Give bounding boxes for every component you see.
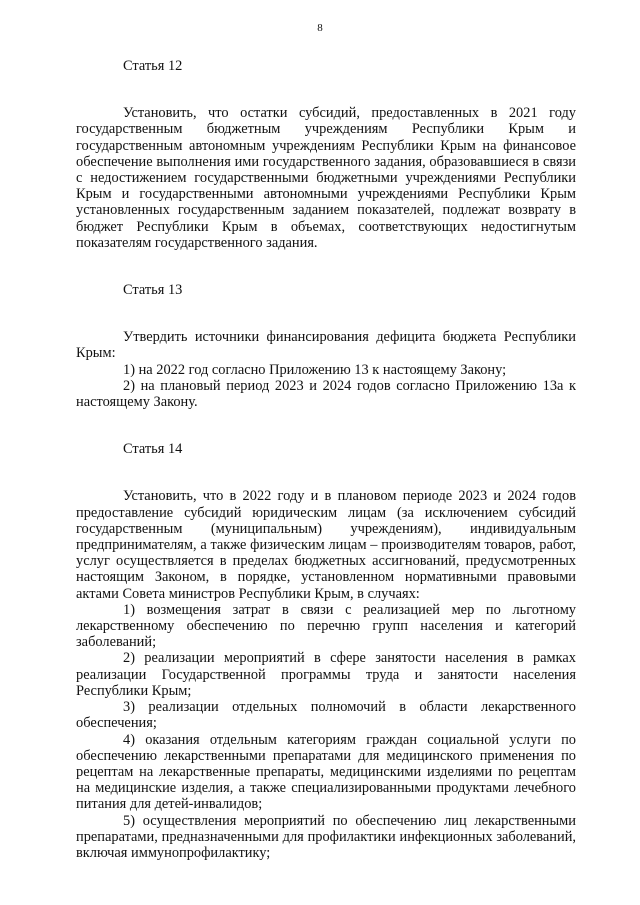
article-heading: Статья 12 xyxy=(123,58,183,74)
list-item: 2) реализации мероприятий в сфере занятости населения в рамках реализации Государственной программы труда и занятости населения Республики Крым; xyxy=(76,650,576,699)
paragraph: Установить, что остатки субсидий, предоставленных в 2021 году государственным бюджетным учреждениям Республики Крым и государственным автономным учреждениям Республики Крым на финансовое обеспечение выполнения ими государственного задания, образовавшиеся в связи с недостижением государственными бюджетными учреждениями Республики Крым и государственными автономными учреждениями Республики Крым установленных государственным заданием показателей, подлежат возврату в бюджет Республики Крым в объемах, соответствующих недостигнутым показателям государственного задания. xyxy=(76,105,576,251)
list-item: 1) на 2022 год согласно Приложению 13 к настоящему Закону; xyxy=(123,361,507,378)
page-number: 8 xyxy=(317,22,323,34)
section-spacer xyxy=(76,251,576,282)
list-item: 4) оказания отдельным категориям граждан социальной услуги по обеспечению лекарственными препаратами для медицинского применения по рецептам на лекарственные препараты, медицинскими изделиями по рецептам на медицинские изделия, а также специализированными продуктами лечебного питания для детей-инвалидов; xyxy=(76,731,576,813)
document-body xyxy=(76,58,576,861)
article-heading: Статья 14 xyxy=(123,441,183,458)
list-item: 5) осуществления мероприятий по обеспечению лиц лекарственными препаратами, предназначенными для профилактики инфекционных заболеваний, включая иммунопрофилактику; xyxy=(76,812,576,861)
list-item: 2) на плановый период 2023 и 2024 годов согласно Приложению 13а к настоящему Закону. xyxy=(76,377,576,411)
list-item: 3) реализации отдельных полномочий в области лекарственного обеспечения; xyxy=(76,699,576,732)
paragraph: Утвердить источники финансирования дефицита бюджета Республики Крым: xyxy=(76,329,576,362)
article-heading: Статья 13 xyxy=(123,282,183,299)
section-spacer xyxy=(76,410,576,441)
article-12 xyxy=(76,58,576,251)
article-13 xyxy=(76,282,576,410)
paragraph: Установить, что в 2022 году и в плановом периоде 2023 и 2024 годов предоставление субсидий юридическим лицам (за исключением субсидий государственным (муниципальным) учреждениям), индивидуальным предпринимателям, а также физическим лицам – производителям товаров, работ, услуг осуществляется в пределах бюджетных ассигнований, предусмотренных настоящим Законом, в порядке, установленном нормативными правовыми актами Совета министров Республики Крым, в случаях: xyxy=(76,488,576,602)
article-14 xyxy=(76,441,576,861)
list-item: 1) возмещения затрат в связи с реализацией мер по льготному лекарственному обеспечению по перечню групп населения и категорий заболеваний; xyxy=(76,601,576,651)
